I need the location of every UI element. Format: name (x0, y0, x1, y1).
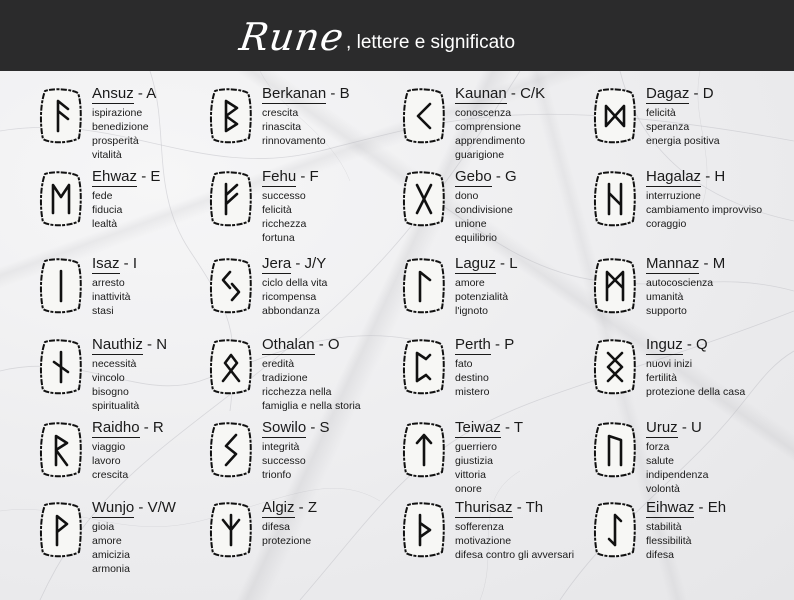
rune-name: Algiz (262, 499, 295, 516)
hagalaz-rune-icon (592, 170, 638, 228)
rune-title: Jera - J/Y (262, 255, 327, 272)
meaning-item: lavoro (92, 455, 121, 467)
meaning-item: difesa contro gli avversari (455, 549, 575, 561)
rune-meanings (646, 440, 708, 496)
rune-letter: N (156, 336, 168, 353)
meaning-item: viaggio (92, 441, 126, 453)
meaning-item: fato (455, 358, 473, 370)
meaning-item: interruzione (646, 190, 701, 202)
rune-letter: Z (307, 499, 318, 516)
rune-stone (41, 89, 81, 142)
meaning-item: felicità (262, 204, 292, 216)
meaning-item: motivazione (455, 535, 512, 547)
rune-title: Isaz - I (92, 255, 138, 272)
rune-letter: Q (696, 336, 708, 353)
rune-name: Laguz (455, 255, 496, 272)
meaning-item: cambiamento improvviso (646, 204, 763, 216)
berkanan-rune-icon (208, 87, 254, 145)
rune-letter: O (327, 336, 340, 353)
meaning-item: l'ignoto (455, 305, 488, 317)
meaning-item: onore (455, 483, 482, 495)
meaning-item: autocoscienza (646, 277, 714, 289)
rune-letter: B (339, 85, 350, 102)
meaning-item: speranza (646, 121, 690, 133)
meaning-item: difesa (646, 549, 675, 561)
meaning-item: vittoria (455, 469, 486, 481)
rune-title: Othalan - O (262, 336, 340, 353)
rune-entry-wunjo (38, 501, 228, 589)
meaning-item: umanità (646, 291, 684, 303)
rune-entry-inguz (592, 338, 782, 426)
rune-title: Algiz - Z (262, 499, 318, 516)
uruz-rune-icon (592, 421, 638, 479)
meaning-item: mistero (455, 386, 490, 398)
rune-stone (595, 423, 635, 476)
rune-stone (211, 259, 251, 312)
rune-title: Wunjo - V/W (92, 499, 176, 516)
meaning-item: felicità (646, 107, 676, 119)
mannaz-rune-icon (592, 257, 638, 315)
rune-entry-berkanan (208, 87, 398, 175)
rune-title: Thurisaz - Th (455, 499, 544, 516)
rune-meanings (646, 189, 762, 231)
rune-letter: G (505, 168, 517, 185)
meaning-item: ricchezza (262, 218, 307, 230)
meaning-item: fiducia (92, 204, 123, 216)
rune-meanings (455, 276, 508, 318)
rune-meanings (455, 189, 513, 245)
meaning-item: fortuna (262, 232, 295, 244)
othalan-rune-icon (208, 338, 254, 396)
rune-name: Ansuz (92, 85, 134, 102)
rune-letter: F (309, 168, 319, 185)
rune-entry-mannaz (592, 257, 782, 345)
rune-name: Jera (262, 255, 292, 272)
rune-entry-ansuz (38, 87, 228, 175)
rune-title: Laguz - L (455, 255, 518, 272)
meaning-item: unione (455, 218, 487, 230)
rune-entry-nauthiz (38, 338, 228, 426)
rune-name: Sowilo (262, 419, 307, 436)
rune-letter: Th (525, 499, 544, 516)
rune-meanings (262, 440, 306, 482)
meaning-item: crescita (92, 469, 129, 481)
rune-letter: A (146, 85, 157, 102)
rune-name: Isaz (92, 255, 120, 272)
meaning-item: protezione della casa (646, 386, 746, 398)
meaning-item: ricchezza nella (262, 386, 332, 398)
rune-entry-teiwaz (401, 421, 591, 509)
rune-stone (595, 259, 635, 312)
rune-meanings (92, 440, 128, 482)
ansuz-rune-icon (38, 87, 84, 145)
meaning-item: integrità (262, 441, 300, 453)
rune-title: Ehwaz - E (92, 168, 161, 185)
meaning-item: abbondanza (262, 305, 320, 317)
meaning-item: flessibilità (646, 535, 692, 547)
meaning-item: conoscenza (455, 107, 512, 119)
jera-rune-icon (208, 257, 254, 315)
meaning-item: salute (646, 455, 675, 467)
rune-meanings (646, 106, 720, 148)
meaning-item: sofferenza (455, 521, 504, 533)
meaning-item: giustizia (455, 455, 493, 467)
rune-title: Gebo - G (455, 168, 517, 185)
kaunan-rune-icon (401, 87, 447, 145)
dagaz-rune-icon (592, 87, 638, 145)
rune-name: Gebo (455, 168, 492, 185)
wunjo-rune-icon (38, 501, 84, 559)
rune-meanings (646, 520, 692, 562)
rune-entry-isaz (38, 257, 228, 345)
meaning-item: famiglia e nella storia (262, 400, 361, 412)
sowilo-rune-icon (208, 421, 254, 479)
rune-name: Thurisaz (455, 499, 513, 516)
meaning-item: dono (455, 190, 479, 202)
meaning-item: rinnovamento (262, 135, 326, 147)
meaning-item: prosperità (92, 135, 139, 147)
rune-name: Berkanan (262, 85, 327, 102)
meaning-item: inattività (92, 291, 131, 303)
rune-name: Raidho (92, 419, 140, 436)
meaning-item: trionfo (262, 469, 292, 481)
meaning-item: condivisione (455, 204, 513, 216)
rune-meanings (646, 357, 745, 399)
rune-title: Sowilo - S (262, 419, 330, 436)
rune-letter: C/K (520, 85, 546, 102)
rune-meanings (455, 106, 525, 162)
meaning-item: volontà (646, 483, 680, 495)
rune-title: Inguz - Q (646, 336, 708, 353)
laguz-rune-icon (401, 257, 447, 315)
rune-title: Berkanan - B (262, 85, 350, 102)
rune-stone (595, 340, 635, 393)
rune-meanings (455, 357, 489, 399)
rune-letter: S (319, 419, 330, 436)
rune-title: Fehu - F (262, 168, 319, 185)
meaning-item: ricompensa (262, 291, 317, 303)
rune-name: Perth (455, 336, 491, 353)
rune-name: Nauthiz (92, 336, 143, 353)
meaning-item: ispirazione (92, 107, 143, 119)
rune-name: Inguz (646, 336, 683, 353)
rune-name: Eihwaz (646, 499, 695, 516)
rune-title: Nauthiz - N (92, 336, 168, 353)
rune-letter: I (132, 255, 138, 272)
meaning-item: destino (455, 372, 489, 384)
meaning-item: apprendimento (455, 135, 526, 147)
meaning-item: gioia (92, 521, 115, 533)
rune-letter: H (714, 168, 726, 185)
rune-stone (41, 423, 81, 476)
eihwaz-rune-icon (592, 501, 638, 559)
inguz-rune-icon (592, 338, 638, 396)
rune-letter: T (513, 419, 524, 436)
rune-stone (211, 340, 251, 393)
rune-entry-perth (401, 338, 591, 426)
rune-letter: Eh (707, 499, 727, 516)
rune-stone (404, 259, 444, 312)
header-bar (0, 0, 794, 71)
ehwaz-rune-icon (38, 170, 84, 228)
meaning-item: successo (262, 455, 306, 467)
rune-meanings (262, 189, 306, 245)
meaning-item: arresto (92, 277, 125, 289)
meaning-item: vitalità (92, 149, 122, 161)
meaning-item: lealtà (92, 218, 118, 230)
rune-meanings (262, 520, 311, 548)
rune-entry-uruz (592, 421, 782, 509)
rune-entry-dagaz (592, 87, 782, 175)
rune-stone (211, 89, 251, 142)
rune-entry-ehwaz (38, 170, 228, 258)
meaning-item: tradizione (262, 372, 308, 384)
meaning-item: supporto (646, 305, 687, 317)
rune-letter: L (509, 255, 518, 272)
rune-meanings (455, 520, 574, 562)
rune-title: Mannaz - M (646, 255, 726, 272)
rune-name: Othalan (262, 336, 315, 353)
rune-meanings (262, 276, 327, 318)
rune-name: Hagalaz (646, 168, 702, 185)
meaning-item: fede (92, 190, 113, 202)
rune-letter: R (152, 419, 164, 436)
meaning-item: stasi (92, 305, 114, 317)
rune-entry-othalan (208, 338, 398, 426)
meaning-item: stabilità (646, 521, 682, 533)
rune-meanings (92, 276, 131, 318)
meaning-item: vincolo (92, 372, 125, 384)
meaning-item: nuovi inizi (646, 358, 693, 370)
meaning-item: successo (262, 190, 306, 202)
meaning-item: rinascita (262, 121, 302, 133)
title-script: Rune (236, 15, 348, 59)
meaning-item: coraggio (646, 218, 687, 230)
meaning-item: eredità (262, 358, 295, 370)
title-subtitle: , lettere e significato (346, 32, 516, 53)
meaning-item: amore (92, 535, 122, 547)
meaning-item: protezione (262, 535, 312, 547)
meaning-item: bisogno (92, 386, 129, 398)
rune-name: Dagaz (646, 85, 690, 102)
rune-name: Ehwaz (92, 168, 138, 185)
rune-entry-laguz (401, 257, 591, 345)
meaning-item: forza (646, 441, 670, 453)
rune-title: Raidho - R (92, 419, 164, 436)
rune-letter: V/W (147, 499, 176, 516)
meaning-item: guerriero (455, 441, 498, 453)
meaning-item: armonia (92, 563, 130, 575)
rune-title: Dagaz - D (646, 85, 714, 102)
rune-entry-sowilo (208, 421, 398, 509)
meaning-item: amore (455, 277, 485, 289)
isaz-rune-icon (38, 257, 84, 315)
nauthiz-rune-icon (38, 338, 84, 396)
rune-name: Kaunan (455, 85, 507, 102)
rune-entry-algiz (208, 501, 398, 589)
rune-meanings (262, 357, 361, 413)
meaning-item: guarigione (455, 149, 505, 161)
rune-entry-eihwaz (592, 501, 782, 589)
meaning-item: comprensione (455, 121, 521, 133)
meaning-item: energia positiva (646, 135, 720, 147)
rune-entry-hagalaz (592, 170, 782, 258)
rune-title: Ansuz - A (92, 85, 157, 102)
meaning-item: spiritualità (92, 400, 140, 412)
rune-entry-gebo (401, 170, 591, 258)
rune-entry-jera (208, 257, 398, 345)
rune-name: Mannaz (646, 255, 700, 272)
meaning-item: amicizia (92, 549, 130, 561)
thurisaz-rune-icon (401, 501, 447, 559)
rune-meanings (92, 357, 139, 413)
meaning-item: ciclo della vita (262, 277, 328, 289)
fehu-rune-icon (208, 170, 254, 228)
meaning-item: potenzialità (455, 291, 509, 303)
meaning-item: necessità (92, 358, 137, 370)
rune-meanings (262, 106, 326, 148)
meaning-item: difesa (262, 521, 291, 533)
rune-title: Uruz - U (646, 419, 702, 436)
rune-title: Perth - P (455, 336, 515, 353)
rune-letter: D (702, 85, 714, 102)
rune-name: Wunjo (92, 499, 135, 516)
rune-stone (404, 89, 444, 142)
rune-letter: J/Y (304, 255, 327, 272)
rune-meanings (92, 520, 130, 576)
rune-name: Uruz (646, 419, 678, 436)
page-title (236, 14, 516, 60)
rune-title: Eihwaz - Eh (646, 499, 727, 516)
rune-meanings (92, 189, 122, 231)
rune-name: Fehu (262, 168, 297, 185)
meaning-item: indipendenza (646, 469, 709, 481)
rune-stone (404, 340, 444, 393)
rune-entry-thurisaz (401, 501, 591, 589)
rune-letter: M (712, 255, 726, 272)
algiz-rune-icon (208, 501, 254, 559)
rune-meanings (92, 106, 149, 162)
rune-entry-fehu (208, 170, 398, 258)
rune-entry-raidho (38, 421, 228, 509)
rune-stone (41, 172, 81, 225)
rune-meanings (646, 276, 713, 318)
rune-letter: E (150, 168, 161, 185)
rune-meanings (455, 440, 497, 496)
meaning-item: fertilità (646, 372, 677, 384)
meaning-item: benedizione (92, 121, 149, 133)
meaning-item: equilibrio (455, 232, 498, 244)
perth-rune-icon (401, 338, 447, 396)
rune-title: Teiwaz - T (455, 419, 524, 436)
meaning-item: crescita (262, 107, 299, 119)
rune-name: Teiwaz (455, 419, 501, 436)
rune-title: Kaunan - C/K (455, 85, 546, 102)
raidho-rune-icon (38, 421, 84, 479)
gebo-rune-icon (401, 170, 447, 228)
rune-title: Hagalaz - H (646, 168, 726, 185)
rune-letter: U (691, 419, 702, 436)
rune-stone (404, 503, 444, 556)
rune-letter: P (504, 336, 515, 353)
rune-entry-kaunan (401, 87, 591, 175)
teiwaz-rune-icon (401, 421, 447, 479)
